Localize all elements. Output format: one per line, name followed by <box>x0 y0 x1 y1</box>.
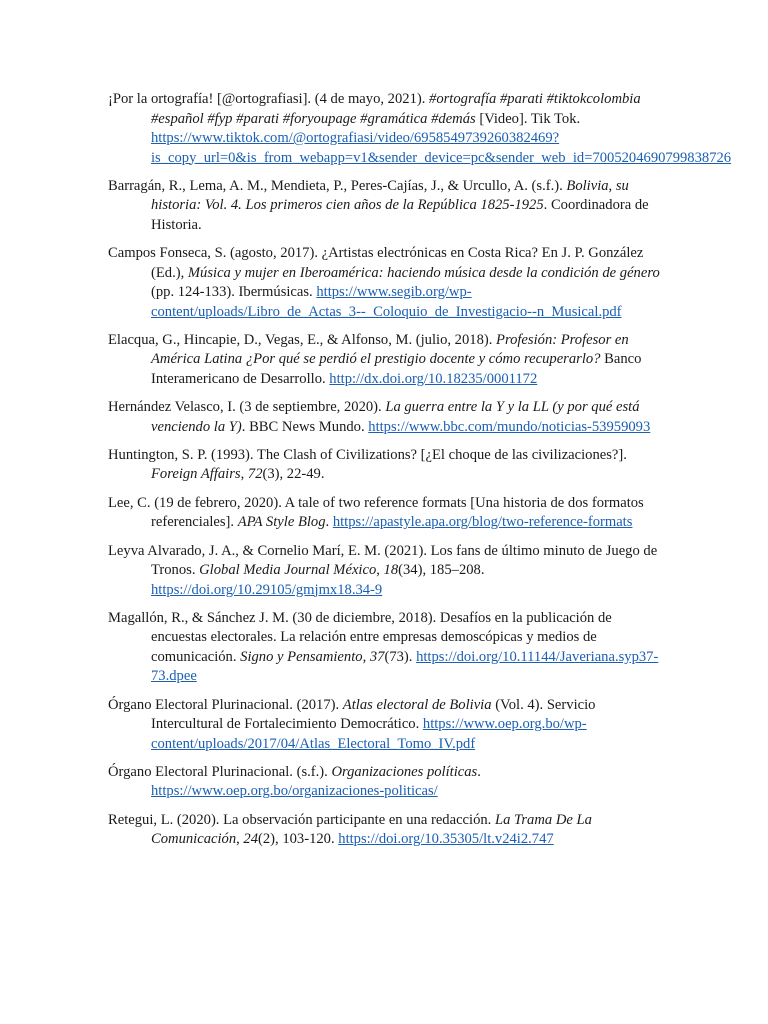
reference-text: [Video]. Tik Tok. <box>475 110 581 127</box>
reference-text: Barragán, R., Lema, A. M., Mendieta, P., Peres-Cajías, J., & Urcullo, A. (s.f.). <box>108 177 567 194</box>
reference-text: (pp. 124-133). Ibermúsicas. <box>151 284 317 301</box>
reference-link[interactable]: http://dx.doi.org/10.18235/0001172 <box>329 370 538 387</box>
reference-text: Elacqua, G., Hincapie, D., Vegas, E., & Alfonso, M. (julio, 2018). <box>108 331 497 348</box>
reference-italic-text: #ortografía #parati #tiktokcolombia #español #fyp #parati #foryoupage #gramática #demás <box>151 91 641 127</box>
reference-italic-text: La Trama De La Comunicación <box>151 811 592 848</box>
reference-text: , <box>376 562 384 579</box>
reference-text: , <box>236 831 244 848</box>
reference-link[interactable]: https://doi.org/10.29105/gmjmx18.34-9 <box>151 581 383 598</box>
reference-text: . <box>477 763 481 780</box>
reference-text: Órgano Electoral Plurinacional. (2017). <box>108 696 343 713</box>
reference-text: Huntington, S. P. (1993). The Clash of Civilizations? [¿El choque de las civilizaciones?]. <box>108 446 627 463</box>
reference-italic-text: APA Style Blog <box>237 514 326 531</box>
reference-text: Órgano Electoral Plurinacional. (s.f.). <box>108 763 332 780</box>
reference-italic-text: Organizaciones políticas <box>331 763 478 780</box>
reference-text: Hernández Velasco, I. (3 de septiembre, 2020). <box>108 399 386 416</box>
reference-italic-text: 24 <box>243 831 259 848</box>
reference-entry <box>108 609 663 687</box>
reference-link[interactable]: https://www.segib.org/wp-content/uploads/Libro_de_Actas_3--_Coloquio_de_Investigacio--n_Musical.pdf <box>151 284 622 320</box>
reference-entry <box>108 446 663 485</box>
reference-text: Lee, C. (19 de febrero, 2020). A tale of two reference formats [Una historia de dos formatos referenciales]. <box>108 494 644 531</box>
reference-entry <box>108 542 663 601</box>
reference-italic-text: Signo y Pensamiento <box>240 648 363 665</box>
reference-italic-text: 37 <box>369 648 385 665</box>
reference-italic-text: Profesión: Profesor en América Latina ¿Por qué se perdió el prestigio docente y cómo recuperarlo? <box>151 331 629 368</box>
reference-link[interactable]: https://doi.org/10.35305/lt.v24i2.747 <box>338 831 554 848</box>
reference-link[interactable]: https://www.oep.org.bo/organizaciones-politicas/ <box>151 783 438 800</box>
reference-text: , <box>240 466 248 483</box>
reference-link[interactable]: https://www.tiktok.com/@ortografiasi/video/6958549739260382469?is_copy_url=0&is_from_webapp=v1&sender_device=pc&sender_web_id=7005204690799838726 <box>151 130 732 166</box>
reference-italic-text: Bolivia, su historia: Vol. 4. Los primeros cien años de la República 1825-1925 <box>151 177 629 214</box>
reference-link[interactable]: https://doi.org/10.11144/Javeriana.syp37-73.dpee <box>151 648 659 685</box>
reference-italic-text: 18 <box>383 562 399 579</box>
reference-entry <box>108 177 663 236</box>
reference-text: Campos Fonseca, S. (agosto, 2017). ¿Artistas electrónicas en Costa Rica? En J. P. González (Ed.), <box>108 245 644 281</box>
reference-text: (73). <box>384 648 417 665</box>
reference-entry <box>108 331 663 390</box>
reference-link[interactable]: https://www.oep.org.bo/wp-content/uploads/2017/04/Atlas_Electoral_Tomo_IV.pdf <box>151 716 587 752</box>
reference-text: . Coordinadora de Historia. <box>151 197 649 233</box>
reference-italic-text: Foreign Affairs <box>151 466 241 483</box>
reference-text: Leyva Alvarado, J. A., & Cornelio Marí, E. M. (2021). Los fans de último minuto de Juego de Tronos. <box>108 542 658 579</box>
reference-link[interactable]: https://www.bbc.com/mundo/noticias-53959093 <box>368 418 651 435</box>
reference-list <box>108 90 732 859</box>
reference-entry <box>108 763 663 802</box>
reference-entry <box>108 398 663 437</box>
reference-text: Retegui, L. (2020). La observación participante en una redacción. <box>108 811 495 828</box>
reference-italic-text: La guerra entre la Y y la LL (y por qué está venciendo la Y) <box>151 399 640 435</box>
reference-link[interactable]: https://apastyle.apa.org/blog/two-reference-formats <box>332 514 633 531</box>
reference-text: ¡Por la ortografía! [@ortografiasi]. (4 de mayo, 2021). <box>108 91 430 107</box>
reference-text: (3), 22-49. <box>262 466 325 483</box>
reference-text: (2), 103-120. <box>258 831 339 848</box>
reference-entry <box>108 494 663 533</box>
reference-italic-text: Global Media Journal México <box>199 562 377 579</box>
reference-text: (Vol. 4). Servicio Intercultural de Fortalecimiento Democrático. <box>151 696 596 733</box>
reference-text: Banco Interamericano de Desarrollo. <box>151 351 642 387</box>
reference-text: . BBC News Mundo. <box>241 418 369 435</box>
reference-text: . <box>325 514 333 531</box>
reference-text: (34), 185–208. <box>398 562 485 579</box>
reference-entry <box>108 244 663 322</box>
reference-text: , <box>362 648 370 665</box>
reference-italic-text: Atlas electoral de Bolivia <box>342 696 492 713</box>
reference-entry <box>108 811 663 850</box>
reference-text: Magallón, R., & Sánchez J. M. (30 de diciembre, 2018). Desafíos en la publicación de encuestas electorales. La relación entre empresas demoscópicas y medios de comunicación. <box>108 609 612 665</box>
reference-entry <box>108 696 663 755</box>
reference-entry <box>108 90 732 168</box>
reference-italic-text: 72 <box>247 466 263 483</box>
reference-italic-text: Música y mujer en Iberoamérica: haciendo música desde la condición de género <box>187 264 660 281</box>
